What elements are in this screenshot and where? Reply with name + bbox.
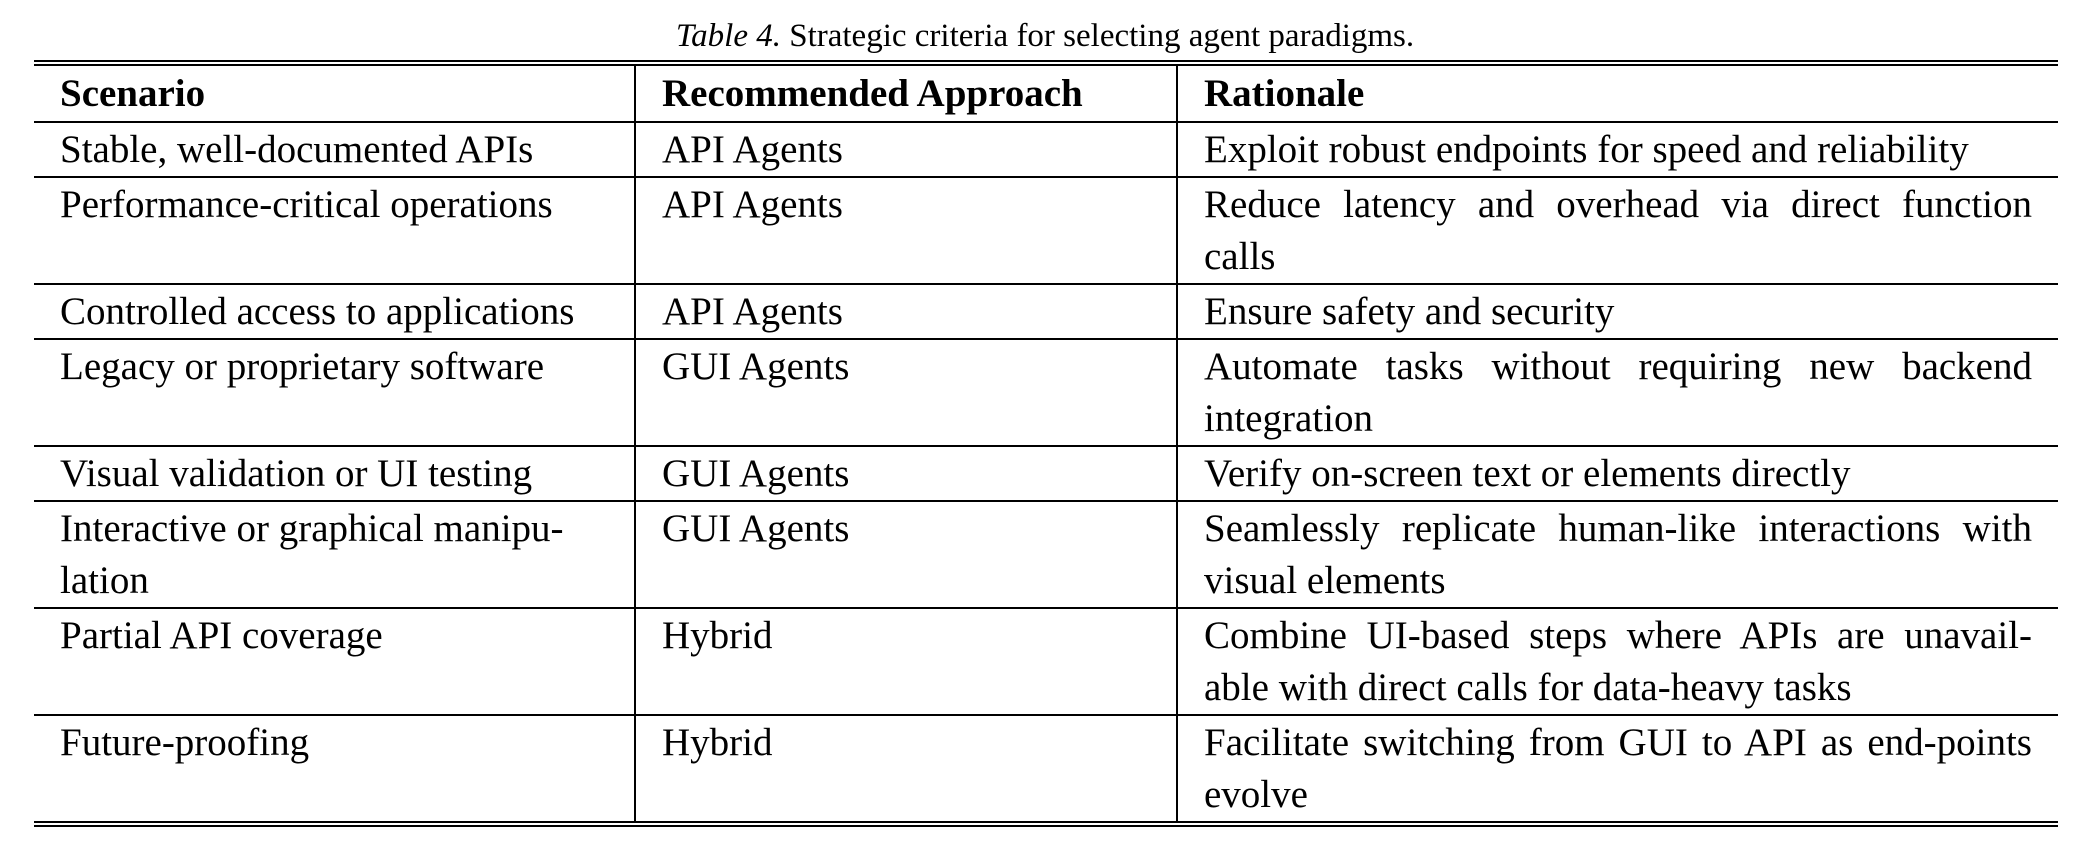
- scenario-cell: Partial API coverage: [34, 608, 635, 715]
- table-row: [34, 608, 2058, 715]
- approach-cell: Hybrid: [635, 715, 1177, 824]
- rationale-cell: Seamlessly replicate human-like interactions with visual elements: [1177, 501, 2058, 608]
- header-rationale: Rationale: [1177, 63, 2058, 122]
- table-row: [34, 339, 2058, 446]
- header-row: [34, 63, 2058, 122]
- approach-cell: API Agents: [635, 122, 1177, 177]
- table-row: [34, 122, 2058, 177]
- caption-text: Strategic criteria for selecting agent paradigms.: [789, 18, 1415, 54]
- rationale-cell: Exploit robust endpoints for speed and reliability: [1177, 122, 2058, 177]
- scenario-cell: Legacy or proprietary software: [34, 339, 635, 446]
- table-row: [34, 177, 2058, 284]
- header-recommended-approach: Recommended Approach: [635, 63, 1177, 122]
- approach-cell: Hybrid: [635, 608, 1177, 715]
- scenario-cell: Stable, well-documented APIs: [34, 122, 635, 177]
- approach-cell: GUI Agents: [635, 501, 1177, 608]
- approach-cell: GUI Agents: [635, 339, 1177, 446]
- header-scenario: Scenario: [34, 63, 635, 122]
- table-row: [34, 501, 2058, 608]
- rationale-cell: Automate tasks without requiring new backend integration: [1177, 339, 2058, 446]
- scenario-cell: Performance-critical operations: [34, 177, 635, 284]
- rationale-cell: Combine UI-based steps where APIs are unavail-able with direct calls for data-heavy tasks: [1177, 608, 2058, 715]
- scenario-cell: Interactive or graphical manipu-lation: [34, 501, 635, 608]
- caption-label: Table 4.: [675, 18, 781, 54]
- scenario-cell: Controlled access to applications: [34, 284, 635, 339]
- approach-cell: API Agents: [635, 284, 1177, 339]
- table-row: [34, 446, 2058, 501]
- table-row: [34, 715, 2058, 824]
- rationale-cell: Reduce latency and overhead via direct function calls: [1177, 177, 2058, 284]
- rationale-cell: Verify on-screen text or elements directly: [1177, 446, 2058, 501]
- rationale-cell: Facilitate switching from GUI to API as end-points evolve: [1204, 721, 2032, 816]
- scenario-cell: Future-proofing: [34, 715, 635, 824]
- rationale-cell: Ensure safety and security: [1177, 284, 2058, 339]
- table-caption: [0, 14, 2090, 58]
- table-row: [34, 284, 2058, 339]
- approach-cell: API Agents: [635, 177, 1177, 284]
- approach-cell: GUI Agents: [635, 446, 1177, 501]
- criteria-table: [34, 60, 2058, 827]
- scenario-cell: Visual validation or UI testing: [34, 446, 635, 501]
